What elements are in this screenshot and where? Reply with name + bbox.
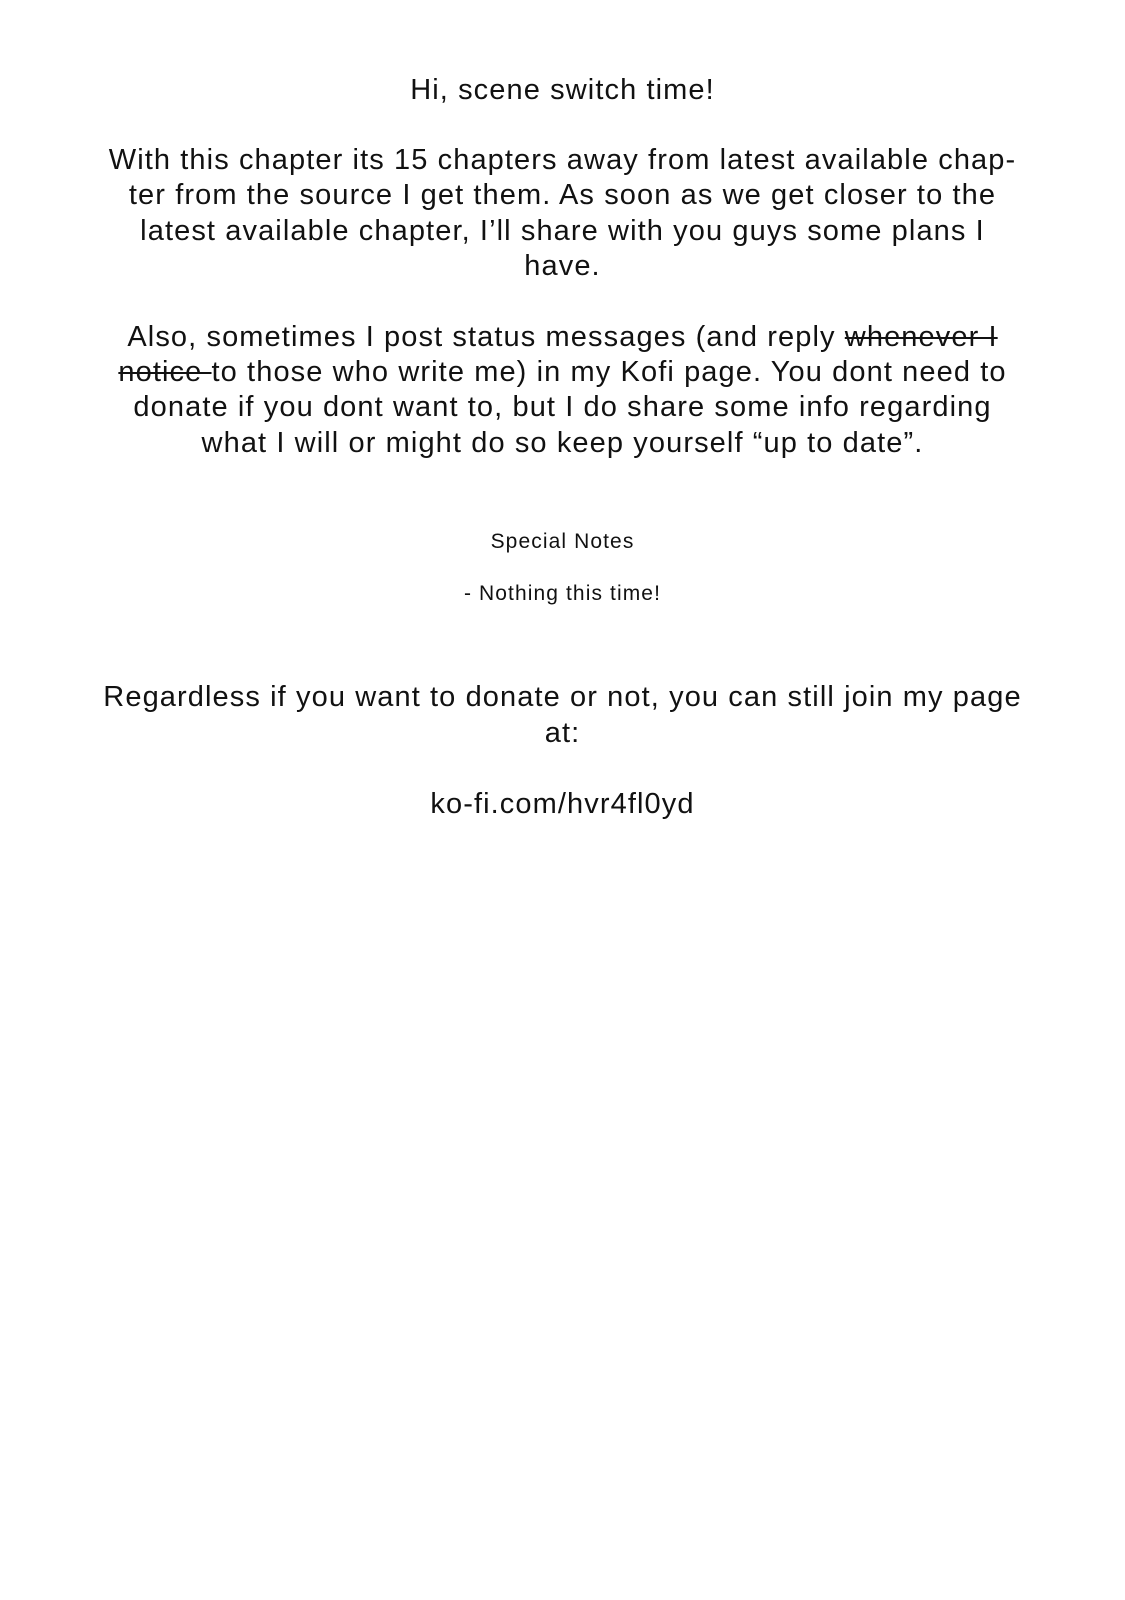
paragraph1-line4: have. <box>524 250 601 282</box>
kofi-link[interactable]: ko-fi.com/hvr4fl0yd <box>430 788 695 820</box>
paragraph2-line2 <box>40 354 1085 390</box>
special-notes-item: - Nothing this time! <box>463 582 662 605</box>
paragraph1-line1: With this chapter its 15 chapters away from latest available chap- <box>108 144 1017 176</box>
paragraph1-line3: latest available chapter, I’ll share with you guys some plans I <box>140 215 985 247</box>
greeting: Hi, scene switch time! <box>410 74 715 106</box>
struck-text: whenever I <box>844 321 998 353</box>
paragraph2-line1 <box>40 319 1085 355</box>
paragraph2-line1-text: Also, sometimes I post status messages (and reply <box>127 321 845 353</box>
paragraph2-line4: what I will or might do so keep yourself “up to date”. <box>201 427 924 459</box>
special-notes-heading: Special Notes <box>490 530 635 553</box>
paragraph1-line2: ter from the source I get them. As soon as we get closer to the <box>128 179 997 211</box>
struck-text: notice <box>118 356 212 388</box>
paragraph2-line3: donate if you dont want to, but I do share some info regarding <box>133 391 992 423</box>
closing-line2: at: <box>544 717 581 749</box>
paragraph2-line2-text: to those who write me) in my Kofi page. You dont need to <box>211 356 1007 388</box>
closing-line1: Regardless if you want to donate or not, you can still join my page <box>103 681 1022 713</box>
